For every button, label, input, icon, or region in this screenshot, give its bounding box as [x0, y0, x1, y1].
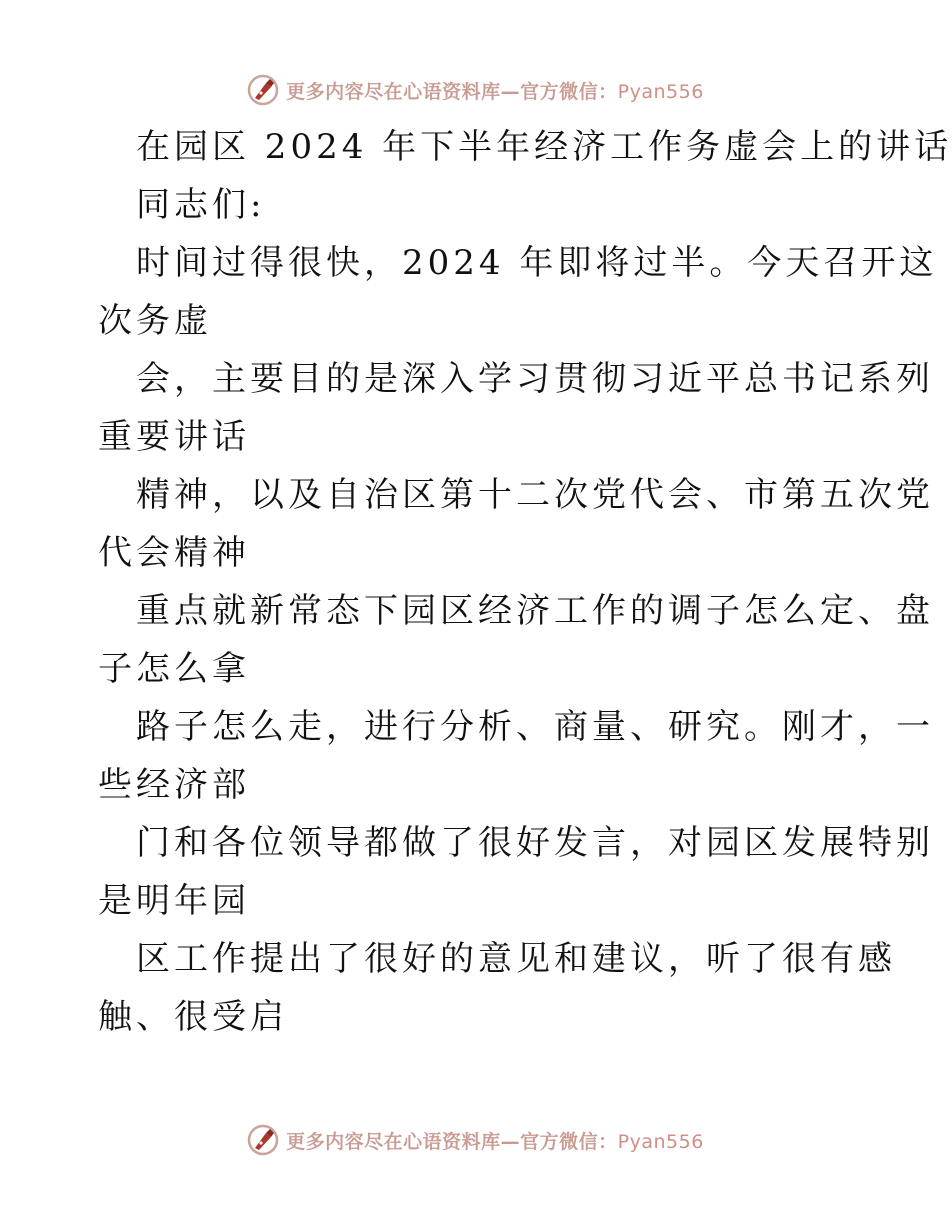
salutation: 同志们:: [136, 185, 266, 225]
paragraph-line: 代会精神: [98, 533, 250, 573]
document-body: [98, 118, 952, 1046]
header-watermark: [0, 70, 950, 110]
watermark-wechat-id: Pyan556: [617, 1130, 704, 1153]
watermark-text: 更多内容尽在心语资料库—官方微信：: [286, 80, 618, 103]
watermark-wechat-id: Pyan556: [617, 80, 704, 103]
document-title: 在园区 2024 年下半年经济工作务虚会上的讲话: [136, 127, 952, 167]
paragraph-line: 重要讲话: [98, 417, 250, 457]
paragraph-line: 门和各位领导都做了很好发言，对园区发展特别: [136, 823, 934, 863]
paragraph-line: 重点就新常态下园区经济工作的调子怎么定、盘: [136, 591, 934, 631]
paragraph-line: 时间过得很快，2024 年即将过半。今天召开这: [136, 243, 938, 283]
paragraph-line: 区工作提出了很好的意见和建议，听了很有感: [136, 939, 896, 979]
paragraph-line: 会，主要目的是深入学习贯彻习近平总书记系列: [136, 359, 934, 399]
paragraph-line: 次务虚: [98, 301, 212, 341]
watermark-text: 更多内容尽在心语资料库—官方微信：: [286, 1130, 618, 1153]
paragraph-line: 子怎么拿: [98, 649, 250, 689]
footer-watermark: [0, 1120, 950, 1160]
pen-nib-logo-icon: [246, 1123, 280, 1157]
paragraph-line: 精神，以及自治区第十二次党代会、市第五次党: [136, 475, 934, 515]
paragraph-line: 路子怎么走，进行分析、商量、研究。刚才，一: [136, 707, 934, 747]
paragraph-line: 触、很受启: [98, 997, 288, 1037]
paragraph-line: 些经济部: [98, 765, 250, 805]
paragraph-line: 是明年园: [98, 881, 250, 921]
pen-nib-logo-icon: [246, 73, 280, 107]
